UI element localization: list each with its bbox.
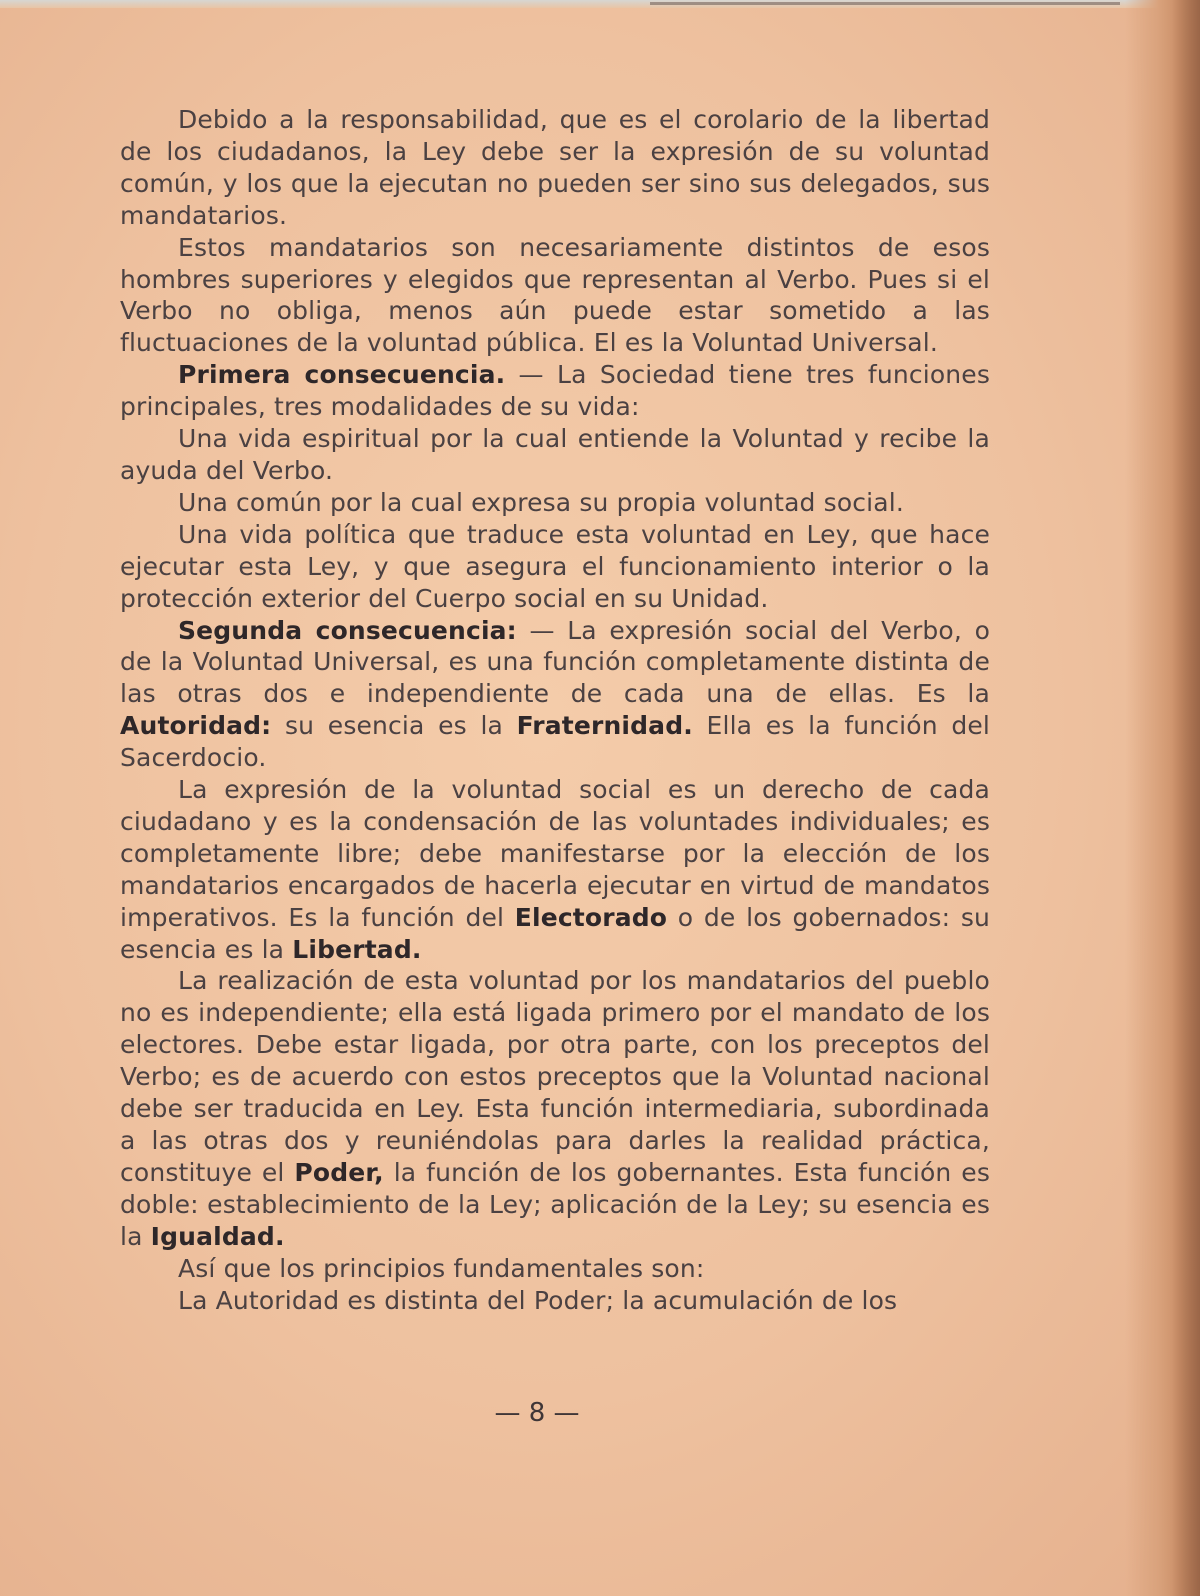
- paragraph-text: su esencia es la: [271, 711, 517, 741]
- paragraph-7: [120, 615, 990, 775]
- page-number: — 8 —: [494, 1398, 580, 1428]
- paragraph-text: Una vida espiritual por la cual entiende la Voluntad y recibe la ayuda del Verbo.: [120, 424, 990, 485]
- paragraph-1: [120, 104, 990, 232]
- paragraph-text: la función de los gobernantes. Esta función es doble: establecimiento de la Ley; aplicación de la Ley; su esencia es la: [120, 1157, 990, 1251]
- paragraph-text: Ella es la función del Sacerdocio.: [120, 711, 990, 773]
- bold-term: Poder,: [294, 1157, 384, 1187]
- right-edge-shadow: [1172, 0, 1200, 1596]
- paragraph-3: [120, 359, 990, 423]
- paragraph-9: [120, 965, 990, 1252]
- paragraph-2: [120, 232, 990, 360]
- bold-term: Electorado: [514, 902, 668, 932]
- paragraph-text: o de los gobernados: su esencia es la: [120, 902, 990, 964]
- section-lead: Segunda consecuencia:: [178, 615, 517, 645]
- paragraph-5: [120, 487, 990, 519]
- paragraph-11: [120, 1285, 990, 1317]
- paragraph-text: La Autoridad es distinta del Poder; la acumulación de los: [178, 1285, 898, 1315]
- paragraph-text: Una vida política que traduce esta voluntad en Ley, que hace ejecutar esta Ley, y que asegura el funcionamiento interior o la protección exterior del Cuerpo social en su Unidad.: [120, 519, 990, 613]
- paragraph-8: [120, 774, 990, 965]
- section-lead: Primera consecuencia.: [178, 360, 506, 390]
- paragraph-6: [120, 519, 990, 615]
- paragraph-text: Estos mandatarios son necesariamente distintos de esos hombres superiores y elegidos que representan al Verbo. Pues si el Verbo no obliga, menos aún puede estar sometido a las fluctuaciones de la voluntad pública. El es la Voluntad Universal.: [120, 232, 990, 358]
- bold-term: Libertad.: [292, 934, 422, 964]
- bold-term: Autoridad:: [120, 711, 272, 741]
- paragraph-text: Una común por la cual expresa su propia voluntad social.: [178, 487, 904, 517]
- top-edge-line: [650, 2, 1120, 5]
- paragraph-text: — La Sociedad tiene tres funciones principales, tres modalidades de su vida:: [120, 360, 990, 422]
- body-text: [120, 104, 990, 1316]
- paragraph-4: [120, 423, 990, 487]
- bold-term: Igualdad.: [150, 1221, 285, 1251]
- paragraph-text: La realización de esta voluntad por los mandatarios del pueblo no es independiente; ella está ligada primero por el mandato de los electores. Debe estar ligada, por otra parte, con los preceptos del Verbo; es de acuerdo con estos preceptos que la Voluntad nacional debe ser traducida en Ley. Esta función intermediaria, subordinada a las otras dos y reuniéndolas para darles la realidad práctica, constituye el: [120, 966, 990, 1187]
- paragraph-text: — La expresión social del Verbo, o de la Voluntad Universal, es una función completamente distinta de las otras dos e independiente de cada una de ellas. Es la: [120, 615, 991, 709]
- paragraph-text: Debido a la responsabilidad, que es el corolario de la libertad de los ciudadanos, la Ley debe ser la expresión de su voluntad común, y los que la ejecutan no pueden ser sino sus delegados, sus mandatarios.: [120, 105, 990, 230]
- paragraph-text: La expresión de la voluntad social es un derecho de cada ciudadano y es la condensación de las voluntades individuales; es completamente libre; debe manifestarse por la elección de los mandatarios encargados de hacerla ejecutar en virtud de mandatos imperativos. Es la función del: [120, 775, 990, 932]
- paragraph-text: Así que los principios fundamentales son:: [178, 1253, 705, 1283]
- bold-term: Fraternidad.: [516, 711, 693, 741]
- paragraph-10: [120, 1253, 990, 1285]
